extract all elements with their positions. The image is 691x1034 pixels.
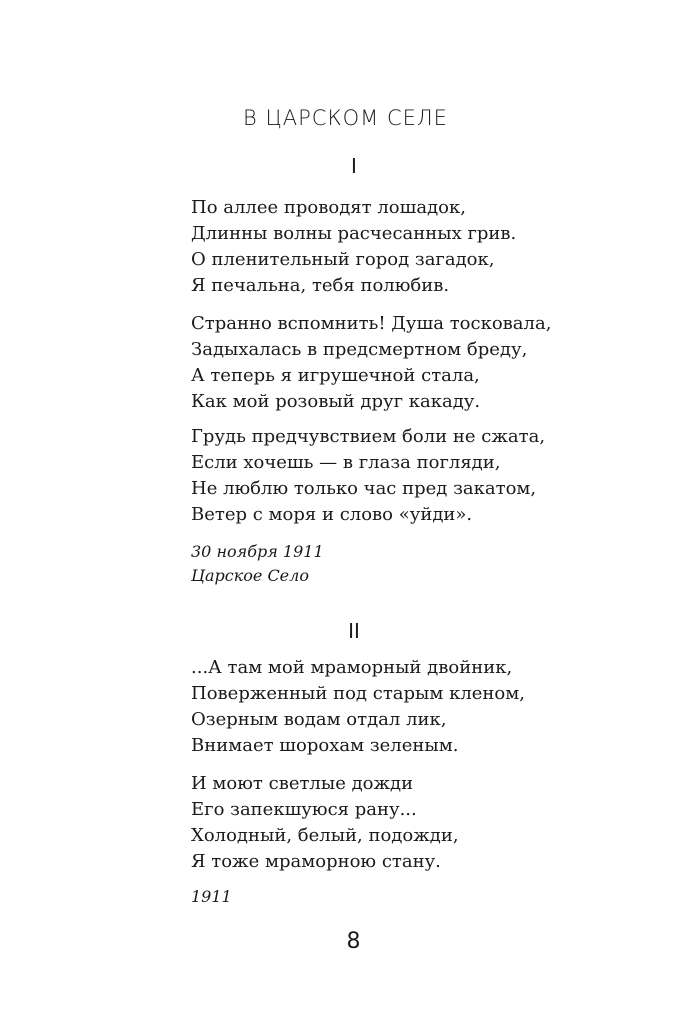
verse-line: Я печальна, тебя полюбив. [191,275,450,296]
poem-dateline [191,540,324,588]
date-text: 1911 [191,887,232,906]
verse-line: Озерным водам отдал лик, [191,709,447,730]
place-text: Царское Село [191,566,309,585]
stanza [191,771,459,875]
verse-line: И моют светлые дожди [191,773,414,794]
verse-line: А теперь я игрушечной стала, [191,365,480,386]
verse-line: ...А там мой мраморный двойник, [191,657,513,678]
verse-line: Странно вспомнить! Душа тосковала, [191,313,552,334]
verse-line: Ветер с моря и слово «уйди». [191,504,473,525]
verse-line: Как мой розовый друг какаду. [191,391,481,412]
stanza [191,424,545,528]
verse-line: Если хочешь — в глаза погляди, [191,452,501,473]
verse-line: По аллее проводят лошадок, [191,197,466,218]
verse-line: Холодный, белый, подожди, [191,825,459,846]
verse-line: Грудь предчувствием боли не сжата, [191,426,546,447]
verse-line: Внимает шорохам зеленым. [191,735,459,756]
stanza [191,311,551,415]
page-number: 8 [346,929,361,954]
verse-line: Я тоже мраморною стану. [191,851,441,872]
verse-line: О пленительный город загадок, [191,249,495,270]
verse-line: Его запекшуюся рану... [191,799,417,820]
verse-line: Поверженный под старым кленом, [191,683,525,704]
poem-title: В ЦАРСКОМ СЕЛЕ [243,106,448,130]
part-number: I [351,154,357,178]
verse-line: Не люблю только час пред закатом, [191,478,537,499]
stanza [191,195,516,299]
verse-line: Длинны волны расчесанных грив. [191,223,517,244]
part-number: II [348,619,360,643]
poem-dateline [191,885,232,909]
date-text: 30 ноября 1911 [191,542,324,561]
verse-line: Задыхалась в предсмертном бреду, [191,339,528,360]
stanza [191,655,525,759]
